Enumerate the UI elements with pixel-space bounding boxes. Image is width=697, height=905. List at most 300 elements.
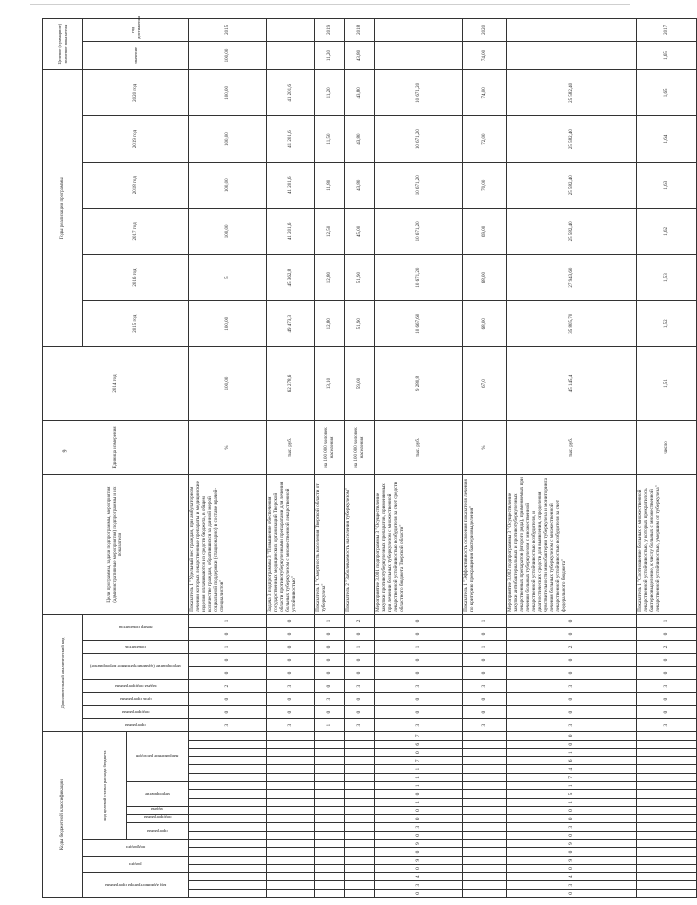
- row-target-value: 1,65: [637, 41, 697, 69]
- budget-code-digit: 1: [507, 798, 637, 806]
- row-year-value: 100,00: [189, 116, 267, 162]
- analytic-code-digit: 0: [463, 627, 507, 640]
- budget-code-digit: [345, 757, 375, 765]
- row-target-value: 43,80: [345, 41, 375, 69]
- analytic-code-digit: 1: [315, 614, 345, 627]
- budget-code-digit: [637, 864, 697, 872]
- table-row: [637, 19, 697, 898]
- budget-code-digit: [463, 881, 507, 889]
- analytic-code-digit: 3: [315, 693, 345, 706]
- row-base-value: 9 280,8: [375, 347, 463, 420]
- row-year-value: 1,52: [637, 301, 697, 347]
- budget-code-digit: [345, 782, 375, 790]
- budget-code-digit: [267, 806, 315, 814]
- row-unit: тыс. руб.: [267, 420, 315, 474]
- analytic-code-digit: 1: [345, 641, 375, 654]
- analytic-code-digit: 2: [189, 680, 267, 693]
- analytic-code-digit: 0: [315, 627, 345, 640]
- row-base-value: 100,00: [189, 347, 267, 420]
- analytic-code-digit: 0: [267, 667, 315, 680]
- budget-code-digit: [345, 864, 375, 872]
- analytic-code-digit: 0: [345, 627, 375, 640]
- row-year-value: 100,00: [189, 208, 267, 254]
- budget-code-digit: 0: [375, 815, 463, 823]
- row-year-value: 12,80: [315, 254, 345, 300]
- analytic-goal-header: цель программы: [83, 693, 189, 706]
- budget-code-digit: [345, 765, 375, 773]
- budget-code-digit: 3: [507, 881, 637, 889]
- analytic-code-digit: 0: [315, 654, 345, 667]
- budget-code-digit: [189, 856, 267, 864]
- budget-code-digit: [637, 740, 697, 748]
- budget-code-digit: 1: [375, 798, 463, 806]
- analytic-code-digit: 0: [189, 706, 267, 719]
- analytic-code-digit: 0: [507, 667, 637, 680]
- budget-code-digit: [267, 881, 315, 889]
- budget-code-digit: [637, 881, 697, 889]
- budget-code-digit: [463, 815, 507, 823]
- budget-code-digit: [315, 806, 345, 814]
- budget-code-digit: [463, 848, 507, 856]
- row-name: Показатель 1 "Эффективность освоения показателя лечения по критерию прекращения бактериовыделения": [463, 475, 507, 615]
- row-target-year: 2018: [345, 19, 375, 42]
- budget-code-digit: 1: [375, 765, 463, 773]
- analytic-code-digit: 1: [375, 641, 463, 654]
- analytic-code-digit: 3: [463, 680, 507, 693]
- budget-code-digit: [315, 798, 345, 806]
- budget-code-digit: [345, 790, 375, 798]
- budget-code-digit: [267, 773, 315, 781]
- analytic-code-digit: 3: [507, 680, 637, 693]
- budget-code-digit: 0: [507, 806, 637, 814]
- budget-code-digit: 9: [507, 856, 637, 864]
- analytic-code-digit: 1: [315, 719, 345, 732]
- budget-code-digit: 7: [507, 773, 637, 781]
- analytic-code-digit: 0: [189, 627, 267, 640]
- row-year-value: 10 671,20: [375, 116, 463, 162]
- analytic-code-digit: 0: [375, 627, 463, 640]
- analytic-code-digit: 3: [375, 680, 463, 693]
- budget-code-digit: 0: [507, 864, 637, 872]
- budget-code-digit: [315, 782, 345, 790]
- analytic-code-digit: 0: [463, 693, 507, 706]
- budget-code-digit: [267, 823, 315, 831]
- row-year-value: 11,20: [315, 70, 345, 116]
- budget-code-digit: 0: [507, 831, 637, 839]
- analytic-code-digit: 0: [267, 641, 315, 654]
- analytic-code-digit: 3: [189, 719, 267, 732]
- budget-code-digit: 5: [507, 790, 637, 798]
- page-number: 9: [62, 449, 69, 453]
- budget-code-digit: 0: [375, 864, 463, 872]
- analytic-code-digit: 3: [267, 719, 315, 732]
- budget-code-digit: [315, 840, 345, 848]
- budget-code-digit: [267, 757, 315, 765]
- analytic-code-digit: 3: [345, 680, 375, 693]
- row-unit: тыс. руб.: [507, 420, 637, 474]
- budget-code-digit: [267, 748, 315, 756]
- row-year-value: 41 201,6: [267, 116, 315, 162]
- row-unit: %: [463, 420, 507, 474]
- budget-code-digit: [267, 864, 315, 872]
- analytic-code-digit: 3: [507, 719, 637, 732]
- analytic-code-digit: 3: [267, 680, 315, 693]
- extra-code-header: Дополнительный аналитический код: [43, 614, 83, 731]
- budget-code-digit: [189, 765, 267, 773]
- row-unit: на 100 000 человек населения: [315, 420, 345, 474]
- row-year-value: 11,50: [315, 116, 345, 162]
- budget-code-digit: [463, 831, 507, 839]
- row-unit: на 100 000 человек населения: [345, 420, 375, 474]
- budget-code-digit: 0: [507, 732, 637, 741]
- budget-code-digit: [637, 815, 697, 823]
- budget-code-digit: [637, 873, 697, 881]
- table-row: [267, 19, 315, 898]
- budget-code-digit: [189, 732, 267, 741]
- row-year-value: 35 805,70: [507, 301, 637, 347]
- row-year-value: 69,00: [463, 208, 507, 254]
- budget-code-digit: [315, 823, 345, 831]
- budget-code-digit: [637, 831, 697, 839]
- analytic-code-digit: 0: [375, 667, 463, 680]
- analytic-subprogram-header: подпрограмма: [83, 706, 189, 719]
- target-article-header: код целевой статьи расхода бюджета: [83, 732, 127, 840]
- analytic-code-digit: 0: [315, 641, 345, 654]
- budget-code-digit: [267, 815, 315, 823]
- budget-code-digit: [315, 773, 345, 781]
- budget-code-digit: [267, 856, 315, 864]
- year-2017-header: 2017 год: [83, 208, 189, 254]
- budget-code-digit: [189, 748, 267, 756]
- row-year-value: 41 201,6: [267, 70, 315, 116]
- budget-code-digit: [189, 757, 267, 765]
- budget-code-digit: [345, 848, 375, 856]
- row-year-value: 1,65: [637, 70, 697, 116]
- row-name: Показатель 1 "Смертность населения Тверской области от туберкулеза": [315, 475, 345, 615]
- budget-code-digit: [345, 831, 375, 839]
- row-year-value: 1,63: [637, 162, 697, 208]
- budget-code-digit: [637, 773, 697, 781]
- row-base-value: 59,00: [345, 347, 375, 420]
- budget-code-digit: 0: [375, 748, 463, 756]
- year-2019-header: 2019 год: [83, 116, 189, 162]
- budget-code-digit: [189, 848, 267, 856]
- budget-code-digit: [637, 765, 697, 773]
- budget-code-digit: [189, 840, 267, 848]
- budget-code-digit: [189, 790, 267, 798]
- budget-code-digit: [315, 757, 345, 765]
- analytic-code-digit: 3: [637, 719, 697, 732]
- analytic-code-digit: 0: [507, 706, 637, 719]
- budget-code-digit: [189, 815, 267, 823]
- analytic-code-digit: 0: [315, 667, 345, 680]
- budget-code-digit: [315, 748, 345, 756]
- analytic-code-digit: 0: [189, 654, 267, 667]
- analytic-code-digit: 0: [315, 706, 345, 719]
- year-2016-header: 2016 год: [83, 254, 189, 300]
- row-target-year: [267, 19, 315, 42]
- budget-code-digit: [463, 840, 507, 848]
- top-rule: [30, 4, 630, 5]
- budget-code-digit: [345, 873, 375, 881]
- row-base-value: 67,0: [463, 347, 507, 420]
- budget-code-digit: [637, 732, 697, 741]
- program-indicators-table: [42, 15, 697, 898]
- budget-code-digit: [463, 790, 507, 798]
- row-base-value: 62 278,6: [267, 347, 315, 420]
- row-target-value: 100,00: [189, 41, 267, 69]
- budget-code-digit: [315, 856, 345, 864]
- analytic-code-digit: 0: [267, 706, 315, 719]
- budget-code-digit: 0: [375, 831, 463, 839]
- budget-code-digit: 0: [375, 848, 463, 856]
- budget-code-digit: [637, 823, 697, 831]
- table-row: [189, 19, 267, 898]
- name-column-header: Цели программы, задачи подпрограммы, мероприятия (административные мероприятия) подпрограммы и их показатели: [43, 475, 189, 615]
- budget-code-digit: [315, 848, 345, 856]
- row-unit: %: [189, 420, 267, 474]
- budget-code-digit: 6: [507, 757, 637, 765]
- row-year-value: 72,00: [463, 116, 507, 162]
- admin-code-header: код администратора программы: [83, 873, 189, 898]
- analytic-code-digit: 0: [507, 654, 637, 667]
- unit-column-header: Единица измерения: [43, 420, 189, 474]
- row-year-value: 51,90: [345, 301, 375, 347]
- analytic-code-digit: 1: [463, 641, 507, 654]
- year-2015-header: 2015 год: [83, 301, 189, 347]
- budget-code-digit: [463, 823, 507, 831]
- budget-code-digit: [345, 732, 375, 741]
- row-year-value: 68,00: [463, 254, 507, 300]
- analytic-code-digit: 0: [463, 706, 507, 719]
- analytic-code-digit: 2: [507, 641, 637, 654]
- row-year-value: 41 201,6: [267, 208, 315, 254]
- analytic-code-digit: 0: [637, 654, 697, 667]
- budget-code-digit: [637, 889, 697, 897]
- budget-code-digit: [189, 773, 267, 781]
- budget-code-digit: [315, 740, 345, 748]
- budget-code-digit: [315, 815, 345, 823]
- row-year-value: 100,00: [189, 301, 267, 347]
- analytic-code-digit: 0: [375, 654, 463, 667]
- budget-code-digit: 9: [375, 856, 463, 864]
- budget-code-digit: [463, 740, 507, 748]
- row-year-value: 27 943,60: [507, 254, 637, 300]
- table-row: [463, 19, 507, 898]
- budget-code-digit: [189, 823, 267, 831]
- budget-code-digit: [315, 881, 345, 889]
- row-year-value: 100,00: [189, 162, 267, 208]
- row-year-value: 70,00: [463, 162, 507, 208]
- section-header: раздел: [83, 856, 189, 873]
- budget-code-digit: 0: [375, 889, 463, 897]
- target-year-header: год достижения: [83, 19, 189, 42]
- table-row: [345, 19, 375, 898]
- analytic-program-header: программа: [83, 719, 189, 732]
- budget-code-digit: 4: [507, 765, 637, 773]
- target-value-header: значение: [83, 41, 189, 69]
- analytic-code-digit: 1: [189, 641, 267, 654]
- analytic-code-digit: 0: [189, 667, 267, 680]
- row-target-value: [375, 41, 463, 69]
- analytic-code-digit: 0: [267, 654, 315, 667]
- row-year-value: 49 473,3: [267, 301, 315, 347]
- row-year-value: 1,62: [637, 208, 697, 254]
- row-year-value: 25 582,40: [507, 208, 637, 254]
- analytic-code-digit: 0: [507, 693, 637, 706]
- row-year-value: 1,64: [637, 116, 697, 162]
- analytic-code-digit: 2: [345, 614, 375, 627]
- budget-code-digit: [267, 889, 315, 897]
- row-year-value: 68,00: [463, 301, 507, 347]
- row-target-year: 2015: [189, 19, 267, 42]
- row-year-value: 10 667,60: [375, 301, 463, 347]
- row-year-value: 45 362,8: [267, 254, 315, 300]
- budget-code-digit: [267, 782, 315, 790]
- budget-code-digit: [345, 889, 375, 897]
- budget-code-digit: [189, 740, 267, 748]
- row-base-value: 45 145,4: [507, 347, 637, 420]
- program-subheader: программа: [127, 823, 189, 840]
- budget-code-digit: 3: [375, 881, 463, 889]
- budget-code-digit: [345, 823, 375, 831]
- budget-code-digit: 3: [507, 823, 637, 831]
- row-name: Мероприятие 3.002 подпрограммы 3 "Осуществление закупки антибактериальных и противотуберкулезных лекарственных препаратов (второго ряда), применяемых при лечении больных туберкулезом с множественной лекарственной устойчивостью возбудителя, и диагностических средств для выявления, определения чувствительности микобактерии туберкулеза и мониторинга лечения больных туберкулезом с множественной лекарственной устойчивостью возбудителя за счет федерального бюджета": [507, 475, 637, 615]
- table-body: [189, 19, 697, 898]
- row-unit: тыс. руб.: [375, 420, 463, 474]
- budget-code-digit: [189, 889, 267, 897]
- budget-code-digit: [267, 798, 315, 806]
- budget-code-digit: [345, 856, 375, 864]
- budget-code-digit: [637, 782, 697, 790]
- row-year-value: 45,00: [345, 208, 375, 254]
- budget-code-digit: [345, 748, 375, 756]
- row-year-value: 25 582,40: [507, 162, 637, 208]
- rotated-table-wrapper: [42, 15, 670, 898]
- analytic-code-digit: 0: [315, 680, 345, 693]
- budget-code-digit: [315, 790, 345, 798]
- budget-code-digit: [189, 806, 267, 814]
- budget-code-digit: [637, 840, 697, 848]
- budget-code-digit: [637, 856, 697, 864]
- budget-code-digit: [637, 790, 697, 798]
- budget-code-digit: [315, 873, 345, 881]
- row-year-value: 51,90: [345, 254, 375, 300]
- row-year-value: 25 582,40: [507, 70, 637, 116]
- budget-code-digit: [637, 798, 697, 806]
- analytic-event-header: мероприятие (административное мероприятие): [83, 654, 189, 680]
- budget-code-digit: [345, 773, 375, 781]
- row-name: Мероприятие 3.001 подпрограммы 3 "Осуществление закупки противотуберкулезных препаратов, применяемых при лечении больных туберкулезом с множественной лекарственной устойчивостью возбудителя за счет средств областного бюджета Тверской области": [375, 475, 463, 615]
- budget-code-digit: 1: [375, 782, 463, 790]
- budget-code-digit: 1: [507, 782, 637, 790]
- analytic-code-digit: 0: [463, 667, 507, 680]
- budget-code-digit: [189, 881, 267, 889]
- analytic-number-header: номер показателя: [83, 614, 189, 640]
- row-target-value: 74,00: [463, 41, 507, 69]
- budget-code-digit: [267, 873, 315, 881]
- target-group-header: Целевое (суммарное) значение показателя: [43, 19, 83, 70]
- budget-code-digit: [463, 798, 507, 806]
- analytic-code-digit: 0: [507, 614, 637, 627]
- table-row: [375, 19, 463, 898]
- budget-code-digit: [315, 889, 345, 897]
- budget-code-digit: 0: [507, 740, 637, 748]
- task-subheader: задача: [127, 806, 189, 814]
- row-year-value: 43,80: [345, 70, 375, 116]
- analytic-code-digit: 1: [189, 614, 267, 627]
- budget-code-digit: 0: [507, 848, 637, 856]
- budget-code-digit: 9: [507, 840, 637, 848]
- budget-code-digit: [189, 798, 267, 806]
- budget-code-digit: [463, 757, 507, 765]
- budget-code-digit: 0: [507, 815, 637, 823]
- years-group-header: Годы реализации программы: [43, 70, 83, 347]
- analytic-code-digit: 1: [463, 614, 507, 627]
- row-year-value: 12,50: [315, 208, 345, 254]
- budget-code-digit: [463, 856, 507, 864]
- row-target-year: [507, 19, 637, 42]
- analytic-indicator-header: показатель: [83, 641, 189, 654]
- analytic-code-digit: 0: [267, 693, 315, 706]
- budget-code-digit: [463, 873, 507, 881]
- analytic-code-digit: 2: [637, 641, 697, 654]
- row-year-value: 11,80: [315, 162, 345, 208]
- row-year-value: 10 671,20: [375, 254, 463, 300]
- budget-code-digit: 3: [375, 823, 463, 831]
- budget-code-digit: 6: [375, 740, 463, 748]
- budget-code-digit: [267, 740, 315, 748]
- budget-code-digit: [315, 831, 345, 839]
- budget-code-digit: [189, 873, 267, 881]
- budget-code-digit: [345, 798, 375, 806]
- year-2020-header: 2020 год: [83, 70, 189, 116]
- budget-code-digit: 7: [375, 732, 463, 741]
- analytic-code-digit: 0: [637, 706, 697, 719]
- row-name: Показатель 1 "Соотношение больных с множественной лекарственной устойчивостью, у которых прекратилось бактериовыделение, к числу больных с множественной лекарственной устойчивостью, умершим от туберкулеза": [637, 475, 697, 615]
- budget-code-digit: [637, 848, 697, 856]
- budget-code-digit: 4: [375, 873, 463, 881]
- row-target-value: [267, 41, 315, 69]
- subsection-header: подраздел: [83, 840, 189, 857]
- row-year-value: 41 201,6: [267, 162, 315, 208]
- budget-code-digit: [463, 773, 507, 781]
- analytic-code-digit: 0: [507, 627, 637, 640]
- row-year-value: 74,00: [463, 70, 507, 116]
- budget-code-digit: [637, 806, 697, 814]
- budget-code-digit: [189, 831, 267, 839]
- budget-code-digit: [267, 840, 315, 848]
- row-year-value: 25 582,40: [507, 116, 637, 162]
- budget-code-digit: [463, 889, 507, 897]
- row-target-year: 2020: [463, 19, 507, 42]
- year-2018-header: 2018 год: [83, 162, 189, 208]
- analytic-code-digit: 0: [345, 667, 375, 680]
- row-target-year: 2019: [315, 19, 345, 42]
- base-year-header: 2014 год: [43, 347, 189, 420]
- budget-code-digit: [463, 748, 507, 756]
- analytic-code-digit: 0: [267, 627, 315, 640]
- row-name: Показатель 2 "Заболеваемость населения туберкулезом": [345, 475, 375, 615]
- analytic-code-digit: 3: [637, 680, 697, 693]
- analytic-code-digit: 0: [375, 614, 463, 627]
- row-year-value: 10 671,20: [375, 208, 463, 254]
- analytic-code-digit: 0: [189, 693, 267, 706]
- budget-code-digit: [463, 864, 507, 872]
- budget-code-digit: [315, 765, 345, 773]
- analytic-code-digit: 3: [463, 719, 507, 732]
- budget-code-digit: [345, 840, 375, 848]
